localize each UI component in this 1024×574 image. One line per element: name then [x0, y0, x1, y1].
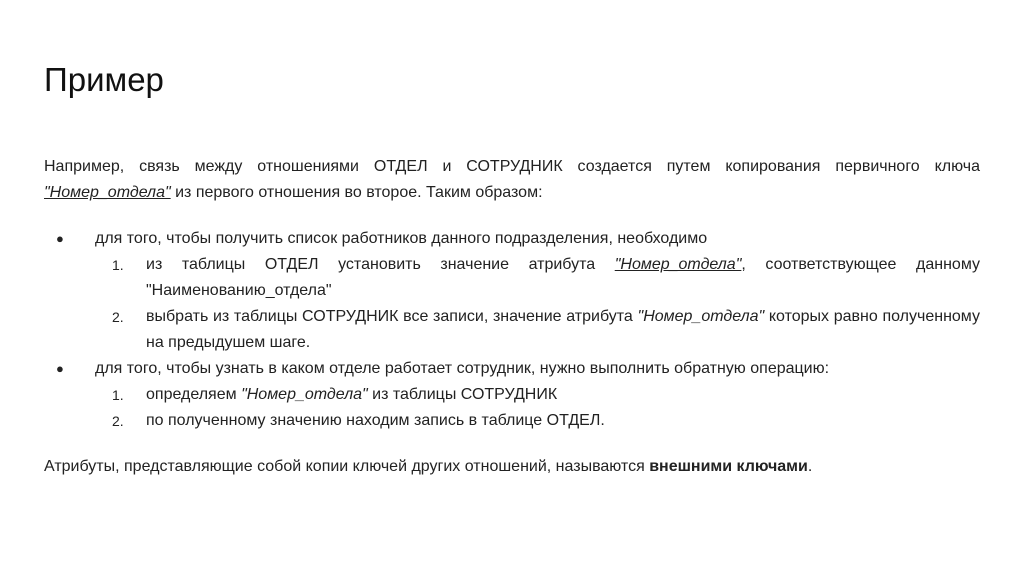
conclusion-text-before: Атрибуты, представляющие собой копии ключей других отношений, называются [44, 458, 650, 475]
numbered-item [95, 408, 980, 434]
numbered-list [95, 252, 980, 356]
item-key-term: "Номер_отдела" [614, 256, 742, 273]
item-text-before: выбрать из таблицы СОТРУДНИК все записи, значение атрибута [146, 308, 638, 325]
numbered-item [95, 252, 980, 304]
intro-text-part1: Например, связь между отношениями ОТДЕЛ и СОТРУДНИК создается путем копирования первичного ключа [44, 158, 980, 175]
bullet-item [44, 356, 980, 434]
numbered-item [95, 382, 980, 408]
numbered-list [95, 382, 980, 434]
bullet-dot-icon: ● [56, 231, 64, 246]
bullet-item [44, 226, 980, 356]
bullet-text: для того, чтобы узнать в каком отделе работает сотрудник, нужно выполнить обратную операцию: [95, 360, 830, 377]
item-text-before: из таблицы ОТДЕЛ установить значение атрибута [146, 256, 615, 273]
bullet-text: для того, чтобы получить список работников данного подразделения, необходимо [95, 230, 708, 247]
item-key-term: "Номер_отдела" [637, 308, 765, 325]
intro-key-term: "Номер_отдела" [44, 184, 171, 201]
item-number: 2. [112, 309, 124, 325]
slide-body [44, 154, 980, 480]
conclusion-bold-term: внешними ключами [649, 458, 808, 475]
item-number: 1. [112, 387, 124, 403]
numbered-item [95, 304, 980, 356]
conclusion-paragraph [44, 454, 980, 480]
bullet-dot-icon: ● [56, 361, 64, 376]
item-number: 2. [112, 413, 124, 429]
item-text-before: определяем [146, 386, 242, 403]
item-number: 1. [112, 257, 124, 273]
item-text: по полученному значению находим запись в таблице ОТДЕЛ. [146, 412, 605, 429]
intro-paragraph [44, 154, 980, 206]
item-text-after: из таблицы СОТРУДНИК [367, 386, 558, 403]
item-text-after: , соответствующее данному "Наименованию_отдела" [146, 256, 980, 299]
slide-title: Пример [44, 61, 164, 98]
conclusion-text-after: . [807, 458, 813, 475]
item-text-after: которых равно полученному на предыдушем шаге. [146, 308, 980, 351]
item-key-term: "Номер_отдела" [241, 386, 368, 403]
bullet-list [44, 226, 980, 434]
intro-text-part2: из первого отношения во второе. Таким образом: [170, 184, 543, 201]
